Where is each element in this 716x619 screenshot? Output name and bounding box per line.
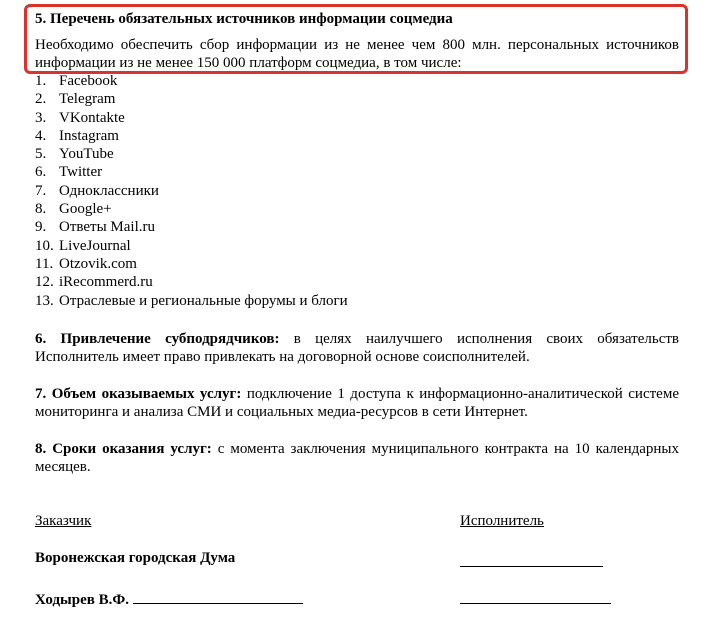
list-item-name: iRecommerd.ru	[59, 274, 153, 291]
list-item	[35, 218, 348, 236]
list-item-number: 4.	[35, 127, 47, 144]
section-7-text: подключение 1 доступа к информационно-аналитической системе мониторинга и анализа СМИ и социальных медиа-ресурсов в сети Интернет.	[35, 386, 679, 420]
section-8-title: 8. Сроки оказания услуг:	[35, 441, 212, 457]
list-item-number: 13.	[35, 292, 54, 309]
section-5-heading: 5. Перечень обязательных источников информации соцмедиа	[35, 11, 453, 27]
list-item	[35, 145, 348, 163]
section-8-paragraph	[35, 440, 679, 476]
list-item-name: Отраслевые и региональные форумы и блоги	[59, 292, 348, 309]
list-item-number: 12.	[35, 274, 54, 291]
customer-person-name: Ходырев В.Ф.	[35, 592, 129, 608]
list-item	[35, 109, 348, 127]
customer-signature-line	[133, 589, 303, 604]
section-7-paragraph	[35, 385, 679, 421]
list-item-number: 1.	[35, 73, 47, 89]
list-item	[35, 90, 348, 108]
list-item	[35, 127, 348, 145]
list-item-number: 2.	[35, 91, 47, 108]
customer-signatory	[35, 589, 303, 609]
section-5-intro: Необходимо обеспечить сбор информации из не менее чем 800 млн. персональных источников информации из не менее 150 000 платформ соцмедиа, в том числе:	[35, 37, 679, 71]
list-item	[35, 237, 348, 255]
contractor-signature-line-2	[460, 603, 611, 604]
list-item	[35, 200, 348, 218]
list-item	[35, 273, 348, 291]
list-item-name: Одноклассники	[59, 182, 159, 199]
list-item	[35, 182, 348, 200]
list-item-name: Telegram	[59, 91, 116, 108]
list-item	[35, 72, 348, 90]
list-item-number: 7.	[35, 182, 47, 199]
section-6-paragraph	[35, 330, 679, 366]
list-item-number: 8.	[35, 201, 47, 218]
contractor-signature-line-1	[460, 566, 603, 567]
list-item-name: LiveJournal	[59, 237, 131, 254]
list-item-number: 6.	[35, 164, 47, 181]
list-item-name: YouTube	[59, 146, 114, 163]
section-6-title: 6. Привлечение субподрядчиков:	[35, 331, 280, 347]
list-item-number: 10.	[35, 237, 54, 254]
list-item-number: 3.	[35, 109, 47, 126]
list-item-number: 11.	[35, 255, 54, 272]
list-item	[35, 292, 348, 310]
customer-label: Заказчик	[35, 513, 92, 529]
section-7-title: 7. Объем оказываемых услуг:	[35, 386, 242, 402]
list-item-name: Twitter	[59, 164, 103, 181]
list-item-name: Google+	[59, 201, 112, 218]
sources-list	[35, 72, 348, 310]
customer-organization: Воронежская городская Дума	[35, 550, 236, 566]
list-item-name: Ответы Mail.ru	[59, 219, 155, 236]
list-item-name: Facebook	[59, 73, 118, 89]
section-6-text: в целях наилучшего исполнения своих обязательств Исполнитель имеет право привлекать на договорной основе соисполнителей.	[35, 331, 679, 365]
list-item-number: 5.	[35, 146, 47, 163]
list-item-name: Otzovik.com	[59, 255, 137, 272]
list-item-number: 9.	[35, 219, 47, 236]
contractor-label: Исполнитель	[460, 513, 544, 529]
list-item	[35, 255, 348, 273]
list-item-name: Instagram	[59, 127, 119, 144]
list-item	[35, 163, 348, 181]
list-item-name: VKontakte	[59, 109, 125, 126]
section-8-text: с момента заключения муниципального контракта на 10 календарных месяцев.	[35, 441, 679, 475]
